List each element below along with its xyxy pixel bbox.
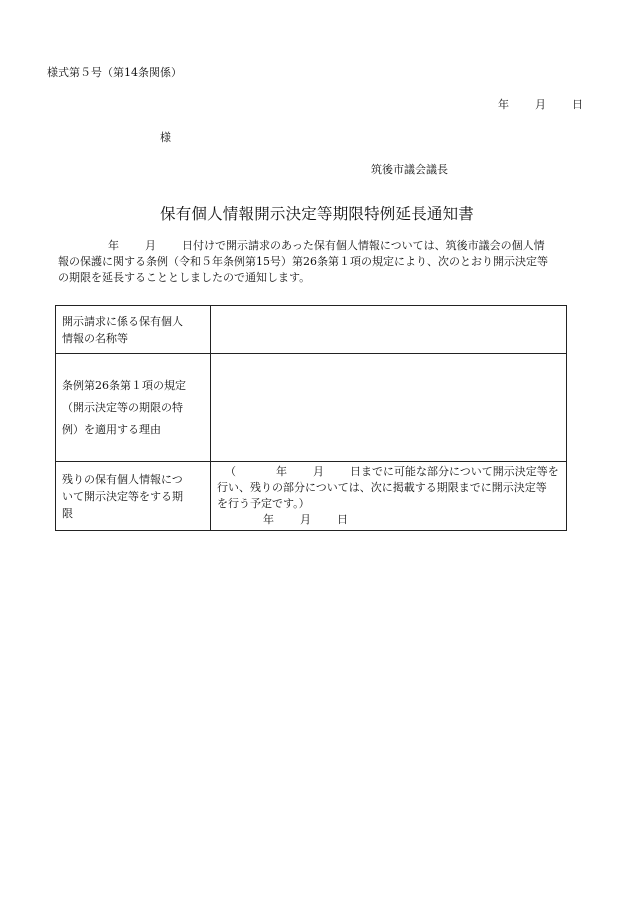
table-row-reason	[56, 354, 567, 462]
body-line-2: 報の保護に関する条例（令和５年条例第15号）第26条第１項の規定により、次のとおり開示決定等	[58, 255, 548, 268]
label-reason	[56, 354, 211, 462]
body-line-3: の期限を延長することとしましたので通知します。	[58, 271, 311, 284]
addressee: 様	[160, 131, 171, 144]
deadline-line-1-text: 日までに可能な部分について開示決定等を	[350, 465, 559, 478]
value-deadline[interactable]	[211, 462, 567, 531]
body-paragraph	[58, 238, 578, 286]
label-document-name	[56, 306, 211, 354]
table-row-document-name	[56, 306, 567, 354]
partial-month: 月	[313, 465, 324, 478]
issue-date	[498, 96, 583, 112]
label-line: 例）を適用する理由	[62, 422, 161, 436]
label-line: （開示決定等の期限の特	[62, 400, 183, 414]
document-title: 保有個人情報開示決定等期限特例延長通知書	[160, 205, 475, 223]
sender-name: 筑後市議会議長	[371, 163, 448, 176]
info-table	[55, 305, 567, 531]
table-row-deadline	[56, 462, 567, 531]
label-line: 残りの保有個人情報につ	[62, 472, 183, 486]
deadline-line-3: を行う予定です。）	[217, 497, 310, 510]
form-number: 様式第５号（第14条関係）	[47, 66, 182, 79]
date-year: 年	[498, 98, 509, 111]
date-month: 月	[535, 98, 546, 111]
deadline-year: 年	[263, 513, 274, 526]
deadline-text	[211, 464, 566, 528]
deadline-paren: （	[225, 465, 236, 478]
body-year: 年	[108, 239, 119, 252]
deadline-day: 日	[337, 513, 348, 526]
body-month: 月	[145, 239, 156, 252]
value-reason[interactable]	[211, 354, 567, 462]
label-line: いて開示決定等をする期	[62, 489, 183, 503]
body-line-1	[58, 238, 578, 254]
deadline-line-2: 行い、残りの部分については、次に掲載する期限までに開示決定等	[217, 481, 547, 494]
deadline-line-1	[217, 464, 566, 480]
label-line: 条例第26条第１項の規定	[62, 378, 186, 392]
label-line: 開示請求に係る保有個人	[62, 314, 183, 328]
label-deadline	[56, 462, 211, 531]
deadline-month: 月	[300, 513, 311, 526]
value-document-name[interactable]	[211, 306, 567, 354]
label-line: 限	[62, 506, 73, 520]
body-line-1-text: 日付けで開示請求のあった保有個人情報については、筑後市議会の個人情	[182, 239, 545, 252]
partial-year: 年	[276, 465, 287, 478]
deadline-date	[217, 512, 566, 528]
label-line: 情報の名称等	[62, 331, 128, 345]
date-day: 日	[572, 98, 583, 111]
